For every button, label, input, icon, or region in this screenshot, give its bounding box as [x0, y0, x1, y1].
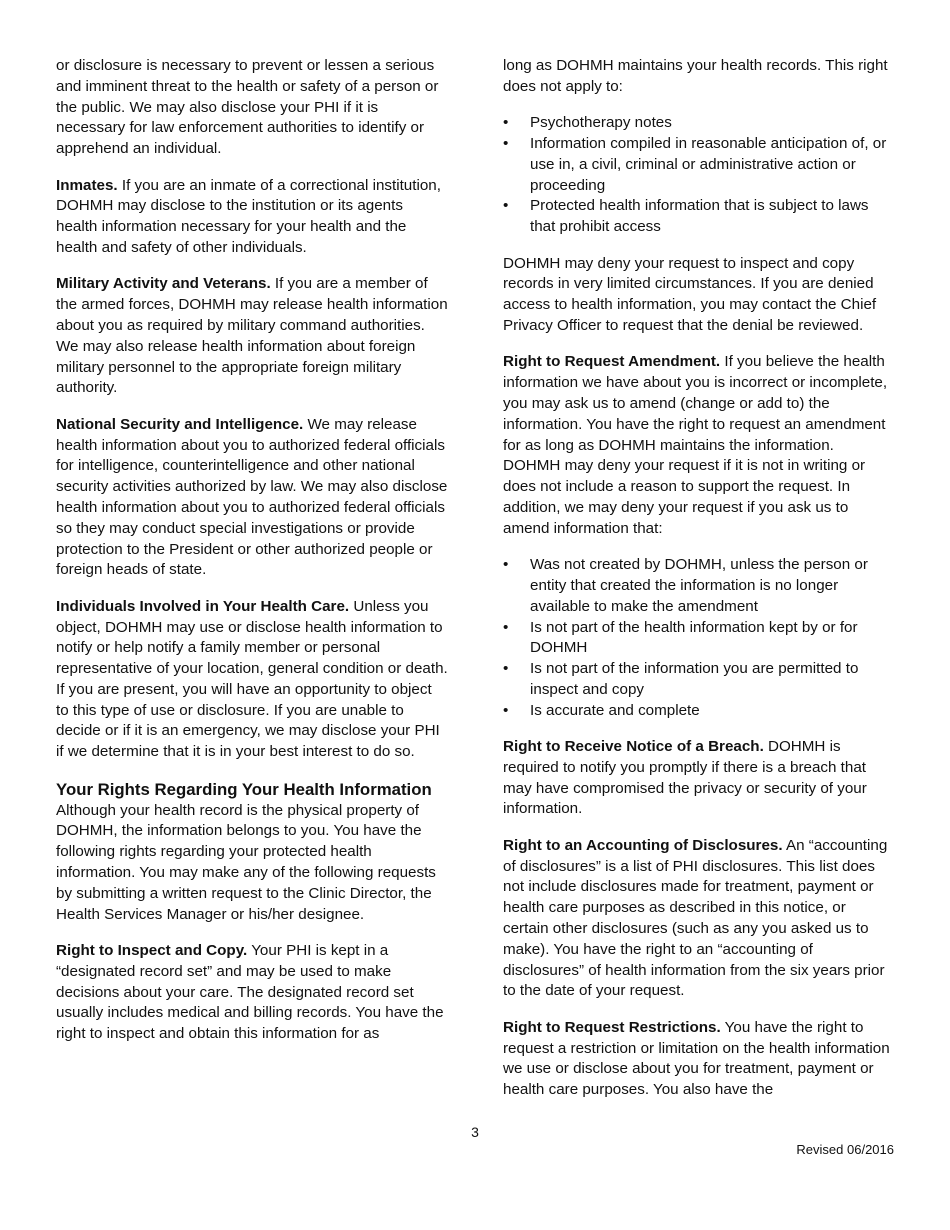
section-body: If you are an inmate of a correctional institution, DOHMH may disclose to the institution or its agents health information necessary for your health and the health and safety of other individuals.: [56, 176, 441, 256]
section-body: DOHMH is required to notify you promptly if there is a breach that may have compromised the privacy or security of your information.: [503, 738, 867, 818]
list-item: • Psychotherapy notes: [503, 113, 895, 134]
section-inspect: [56, 941, 448, 1045]
rights-title: Your Rights Regarding Your Health Information: [56, 779, 432, 799]
section-body: Your PHI is kept in a “designated record set” and may be used to make decisions about your care. The designated record set usually includes medical and billing records. You have the right to inspect and obtain this information for as: [56, 942, 444, 1043]
section-heading: Right to Inspect and Copy.: [56, 942, 248, 960]
section-heading: National Security and Intelligence.: [56, 415, 304, 433]
section-accounting: [503, 836, 895, 1002]
section-restrictions: [503, 1018, 895, 1101]
left-column: [56, 56, 448, 1061]
list-item: • Information compiled in reasonable anticipation of, or use in, a civil, criminal or administrative action or proceeding: [503, 134, 895, 196]
list-item: • Protected health information that is subject to laws that prohibit access: [503, 196, 895, 238]
page-number: 3: [471, 1124, 479, 1140]
section-heading: Right to Receive Notice of a Breach.: [503, 738, 764, 756]
section-individuals: [56, 597, 448, 763]
paragraph-continued: or disclosure is necessary to prevent or lessen a serious and imminent threat to the health or safety of a person or the public. We may also disclose your PHI if it is necessary for law enforcement authorities to identify or apprehend an individual.: [56, 57, 439, 158]
inspect-exclusions-list: [503, 113, 895, 238]
list-item: • Is not part of the health information kept by or for DOHMH: [503, 618, 895, 660]
section-inmates: [56, 176, 448, 259]
section-body: We may release health information about you to authorized federal officials for intelligence, counterintelligence and other national security activities authorized by law. We may also disclose health information about you to authorized federal officials so they may conduct special investigations or provide protection to the President or other authorized people or foreign heads of state.: [56, 415, 448, 579]
section-military: [56, 274, 448, 399]
revised-date: Revised 06/2016: [796, 1142, 894, 1157]
rights-intro: Although your health record is the physical property of DOHMH, the information belongs to you. You have the following rights regarding your protected health information. You may make any of the following requests by submitting a written request to the Clinic Director, the Health Services Manager or his/her designee.: [56, 801, 436, 923]
section-heading: Right to Request Amendment.: [503, 353, 721, 371]
section-amendment: [503, 352, 895, 539]
right-column: [503, 56, 895, 1117]
section-heading: Individuals Involved in Your Health Care.: [56, 597, 350, 615]
section-body: If you are a member of the armed forces, DOHMH may release health information about you as required by military command authorities. We may also release health information about foreign military personnel to the appropriate foreign military authority.: [56, 275, 448, 397]
section-heading: Right to Request Restrictions.: [503, 1018, 721, 1036]
paragraph-continued: long as DOHMH maintains your health records. This right does not apply to:: [503, 57, 888, 95]
section-body: If you believe the health information we have about you is incorrect or incomplete, you may ask us to amend (change or add to) the information. You have the right to request an amendment for as long as DOHMH maintains the information. DOHMH may deny your request if it is not in writing or does not include a reason to support the request. In addition, we may deny your request if you ask us to amend information that:: [503, 353, 888, 537]
section-heading: Right to an Accounting of Disclosures.: [503, 836, 783, 854]
list-item: • Is accurate and complete: [503, 701, 895, 722]
section-national-security: [56, 415, 448, 581]
list-item: • Was not created by DOHMH, unless the person or entity that created the information is no longer available to make the amendment: [503, 555, 895, 617]
deny-paragraph: DOHMH may deny your request to inspect and copy records in very limited circumstances. If you are denied access to health information, you may contact the Chief Privacy Officer to request that the denial be reviewed.: [503, 254, 877, 334]
section-body: You have the right to request a restriction or limitation on the health information we use or disclose about you for treatment, payment or health care purposes. You also have the: [503, 1018, 890, 1099]
section-breach: [503, 737, 895, 820]
section-heading: Military Activity and Veterans.: [56, 275, 271, 293]
list-item: • Is not part of the information you are permitted to inspect and copy: [503, 659, 895, 701]
section-body: Unless you object, DOHMH may use or disclose health information to notify or help notify a family member or personal representative of your location, general condition or death. If you are present, you will have an opportunity to object to this type of use or disclosure. If you are unable to decide or if it is an emergency, we may disclose your PHI if we determine that it is in your best interest to do so.: [56, 597, 448, 761]
section-body: An “accounting of disclosures” is a list of PHI disclosures. This list does not include disclosures made for treatment, payment or health care purposes as described in this notice, or certain other disclosures (such as any you asked us to make). You have the right to an “accounting of disclosures” of health information from the six years prior to the date of your request.: [503, 836, 888, 1000]
amend-exclusions-list: [503, 555, 895, 721]
section-heading: Inmates.: [56, 176, 118, 194]
